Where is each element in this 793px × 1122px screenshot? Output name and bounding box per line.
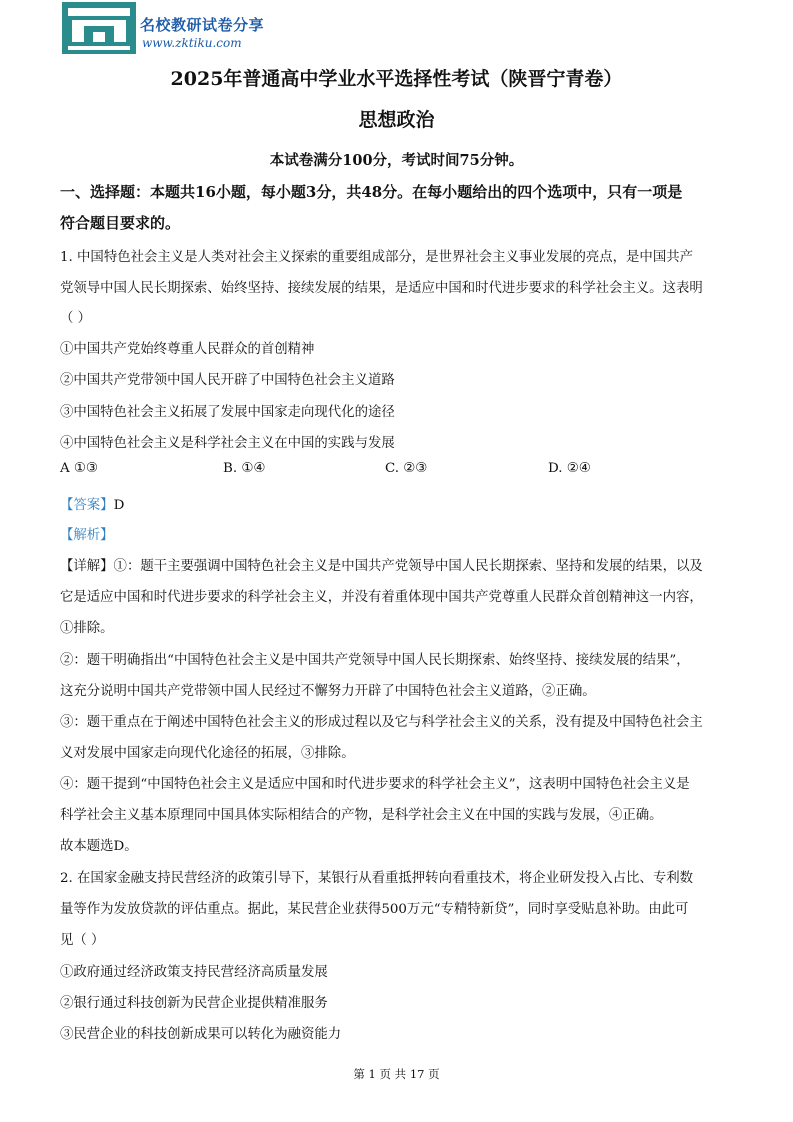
page-title: 2025年普通高中学业水平选择性考试（陕晋宁青卷） — [170, 68, 623, 90]
q1-detail-line: 科学社会主义基本原理同中国具体实际相结合的产物，是科学社会主义在中国的实践与发展，④正确。 — [60, 808, 663, 823]
q1-stem-line: 党领导中国人民长期探索、始终坚持、接续发展的结果，是适应中国和时代进步要求的科学社会主义。这表明 — [60, 281, 703, 296]
q1-detail-line: ②：题干明确指出“中国特色社会主义是中国共产党领导中国人民长期探索、始终坚持、接续发展的结果”， — [60, 653, 690, 668]
q1-answer — [60, 494, 124, 513]
page-footer: 第 1 页 共 17 页 — [353, 1067, 440, 1081]
q1-detail-line: 它是适应中国和时代进步要求的科学社会主义，并没有着重体现中国共产党尊重人民群众首创精神这一内容， — [60, 590, 703, 605]
section-heading-line2: 符合题目要求的。 — [60, 214, 181, 232]
logo-icon — [62, 2, 136, 54]
q1-option-d: D. ②④ — [548, 461, 591, 476]
subject-title: 思想政治 — [358, 109, 435, 131]
q2-statement: ③民营企业的科技创新成果可以转化为融资能力 — [60, 1027, 342, 1042]
q1-detail-line: 【详解】①：题干主要强调中国特色社会主义是中国共产党领导中国人民长期探索、坚持和发展的结果，以及 — [60, 559, 703, 574]
q1-detail-line: ④：题干提到“中国特色社会主义是适应中国和时代进步要求的科学社会主义”，这表明中国特色社会主义是 — [60, 777, 690, 792]
q1-option-a: A ①③ — [60, 461, 98, 476]
q1-statement: ②中国共产党带领中国人民开辟了中国特色社会主义道路 — [60, 373, 395, 388]
exam-info: 本试卷满分100分，考试时间75分钟。 — [269, 152, 524, 169]
q2-stem-line: 2. 在国家金融支持民营经济的政策引导下，某银行从看重抵押转向看重技术，将企业研发投入占比、专利数 — [60, 871, 693, 886]
q1-stem-line: 1. 中国特色社会主义是人类对社会主义探索的重要组成部分，是世界社会主义事业发展的亮点，是中国共产 — [60, 250, 693, 265]
q1-detail-line: 这充分说明中国共产党带领中国人民经过不懈努力开辟了中国特色社会主义道路，②正确。 — [60, 684, 596, 699]
analysis-tag: 【解析】 — [60, 528, 114, 543]
brand-name: 名校教研试卷分享 — [140, 16, 265, 34]
q2-stem-line: 见（ ） — [60, 933, 105, 948]
section-heading-line1: 一、选择题：本题共16小题，每小题3分，共48分。在每小题给出的四个选项中，只有一项是 — [60, 183, 683, 201]
q1-detail-line: 义对发展中国家走向现代化途径的拓展，③排除。 — [60, 746, 355, 761]
q1-statement: ①中国共产党始终尊重人民群众的首创精神 — [60, 342, 315, 357]
q1-option-b: B. ①④ — [223, 461, 266, 476]
answer-value: D — [113, 498, 125, 513]
brand-url: www.zktiku.com — [142, 36, 242, 50]
q1-stem-line: （ ） — [60, 311, 92, 326]
q1-statement: ④中国特色社会主义是科学社会主义在中国的实践与发展 — [60, 436, 395, 451]
q1-detail-line: ③：题干重点在于阐述中国特色社会主义的形成过程以及它与科学社会主义的关系，没有提及中国特色社会主 — [60, 715, 703, 730]
answer-tag: 【答案】 — [60, 498, 114, 513]
q1-detail-line: ①排除。 — [60, 621, 114, 636]
q1-statement: ③中国特色社会主义拓展了发展中国家走向现代化的途径 — [60, 405, 395, 420]
q2-statement: ②银行通过科技创新为民营企业提供精准服务 — [60, 996, 328, 1011]
q2-stem-line: 量等作为发放贷款的评估重点。据此，某民营企业获得500万元“专精特新贷”，同时享受贴息补助。由此可 — [60, 902, 689, 917]
q1-detail-line: 故本题选D。 — [60, 839, 138, 854]
q2-statement: ①政府通过经济政策支持民营经济高质量发展 — [60, 965, 328, 980]
q1-option-c: C. ②③ — [385, 461, 428, 476]
